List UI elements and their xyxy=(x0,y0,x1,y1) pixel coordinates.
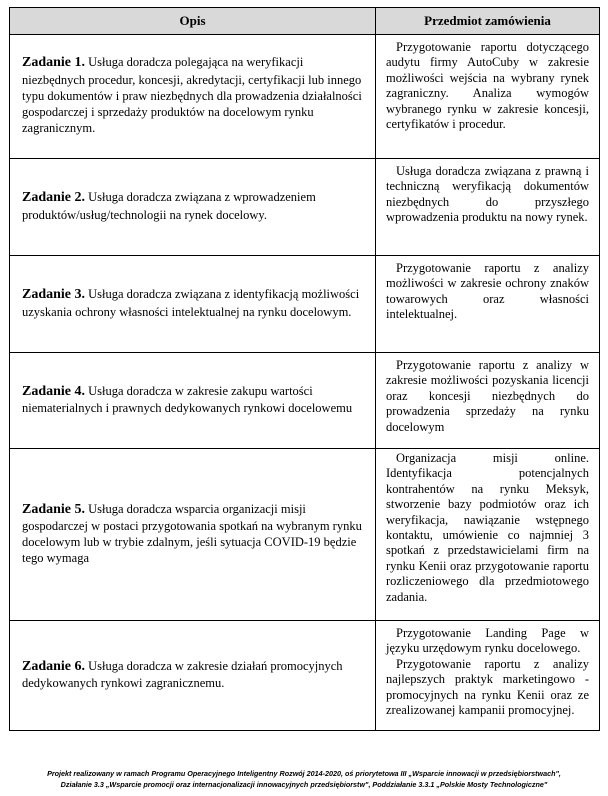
task-subject: Organizacja misji online. Identyfikacja potencjalnych kontrahentów na rynku Meksyk, stworzenie bazy podmiotów oraz ich weryfikacja, nawiązanie wstępnego kontaktu, umówienie co najmniej 3 spotkań z przedstawicielami firm na rynku Kenii oraz przygotowanie raportu rozliczeniowego dla przedmiotowego zadania. xyxy=(386,451,589,604)
task-description: Usługa doradcza w zakresie zakupu wartości niematerialnych i prawnych dedykowanych rynkowi docelowemu xyxy=(22,383,353,415)
task-description-cell xyxy=(10,35,376,159)
footer-note xyxy=(0,769,608,790)
task-label: Zadanie 2. xyxy=(22,190,86,206)
task-description: Usługa doradcza wsparcia organizacji misji gospodarczej w postaci przygotowania spotkań na wybranym rynku docelowym lub w trybie zdalnym, jeśli sytuacja COVID-19 będzie tego wymaga xyxy=(22,501,362,566)
task-row-3 xyxy=(10,256,600,353)
footer-line-1: Projekt realizowany w ramach Programu Operacyjnego Inteligentny Rozwój 2014-2020, oś priorytetowa III „Wsparcie innowacji w przedsiębiorstwach", xyxy=(47,769,561,778)
task-description: Usługa doradcza związana z identyfikacją możliwości uzyskania ochrony własności intelektualnej na rynku docelowym. xyxy=(22,287,360,319)
task-subject-cell xyxy=(376,353,600,449)
header-row xyxy=(10,8,600,35)
task-label: Zadanie 1. xyxy=(22,55,86,71)
task-description: Usługa doradcza związana z wprowadzeniem produktów/usług/technologii na rynek docelowy. xyxy=(22,190,316,222)
task-row-4 xyxy=(10,353,600,449)
task-label: Zadanie 4. xyxy=(22,383,86,399)
task-subject-cell xyxy=(376,256,600,353)
task-row-2 xyxy=(10,159,600,256)
header-przedmiot: Przedmiot zamówienia xyxy=(376,8,600,35)
task-label: Zadanie 3. xyxy=(22,287,86,303)
task-subject: Przygotowanie raportu z analizy najlepszych praktyk marketingowo - promocyjnych na rynku Kenii oraz ze zrealizowanej kampanii promocyjnej. xyxy=(386,656,589,718)
task-row-6 xyxy=(10,621,600,731)
task-description: Usługa doradcza w zakresie działań promocyjnych dedykowanych rynkowi zagranicznemu. xyxy=(22,658,343,690)
task-description-cell xyxy=(10,256,376,353)
task-subject-cell xyxy=(376,621,600,731)
task-subject: Przygotowanie raportu z analizy w zakresie możliwości pozyskania licencji oraz koncesji niezbędnych do prowadzenia sprzedaży na rynku docelowym xyxy=(386,358,589,434)
task-row-5 xyxy=(10,449,600,621)
task-description-cell xyxy=(10,449,376,621)
task-description-cell xyxy=(10,159,376,256)
task-subject: Przygotowanie Landing Page w języku urzędowym rynku docelowego. xyxy=(386,626,589,656)
task-description: Usługa doradcza polegająca na weryfikacji niezbędnych procedur, koncesji, akredytacji, certyfikacji lub innego typu dokumentów i praw niezbędnych dla prowadzenia działalności gospodarczej i sprzedaży produktów na docelowym rynku zagranicznym. xyxy=(22,55,362,136)
task-subject-cell xyxy=(376,159,600,256)
task-description-cell xyxy=(10,353,376,449)
task-subject-cell xyxy=(376,449,600,621)
tasks-table xyxy=(9,7,600,731)
task-subject: Przygotowanie raportu z analizy możliwości w zakresie ochrony znaków towarowych oraz własności intelektualnej. xyxy=(386,261,589,322)
task-description-cell xyxy=(10,621,376,731)
task-label: Zadanie 6. xyxy=(22,658,86,674)
task-subject: Przygotowanie raportu dotyczącego audytu firmy AutoCuby w zakresie możliwości wejścia na wybrany rynek zagraniczny. Analiza wymogów wybranego rynku w zakresie koncesji, certyfikatów i procedur. xyxy=(386,40,589,132)
task-row-1 xyxy=(10,35,600,159)
task-label: Zadanie 5. xyxy=(22,501,86,517)
footer-line-2: Działanie 3.3 „Wsparcie promocji oraz internacjonalizacji innowacyjnych przedsiębiorstw", Poddziałanie 3.3.1 „Polskie Mosty Technologiczne" xyxy=(60,779,548,789)
task-subject-cell xyxy=(376,35,600,159)
header-opis: Opis xyxy=(10,8,376,35)
task-subject: Usługa doradcza związana z prawną i techniczną weryfikacją dokumentów niezbędnych do przyszłego wprowadzenia produktu na nowy rynek. xyxy=(386,164,589,225)
